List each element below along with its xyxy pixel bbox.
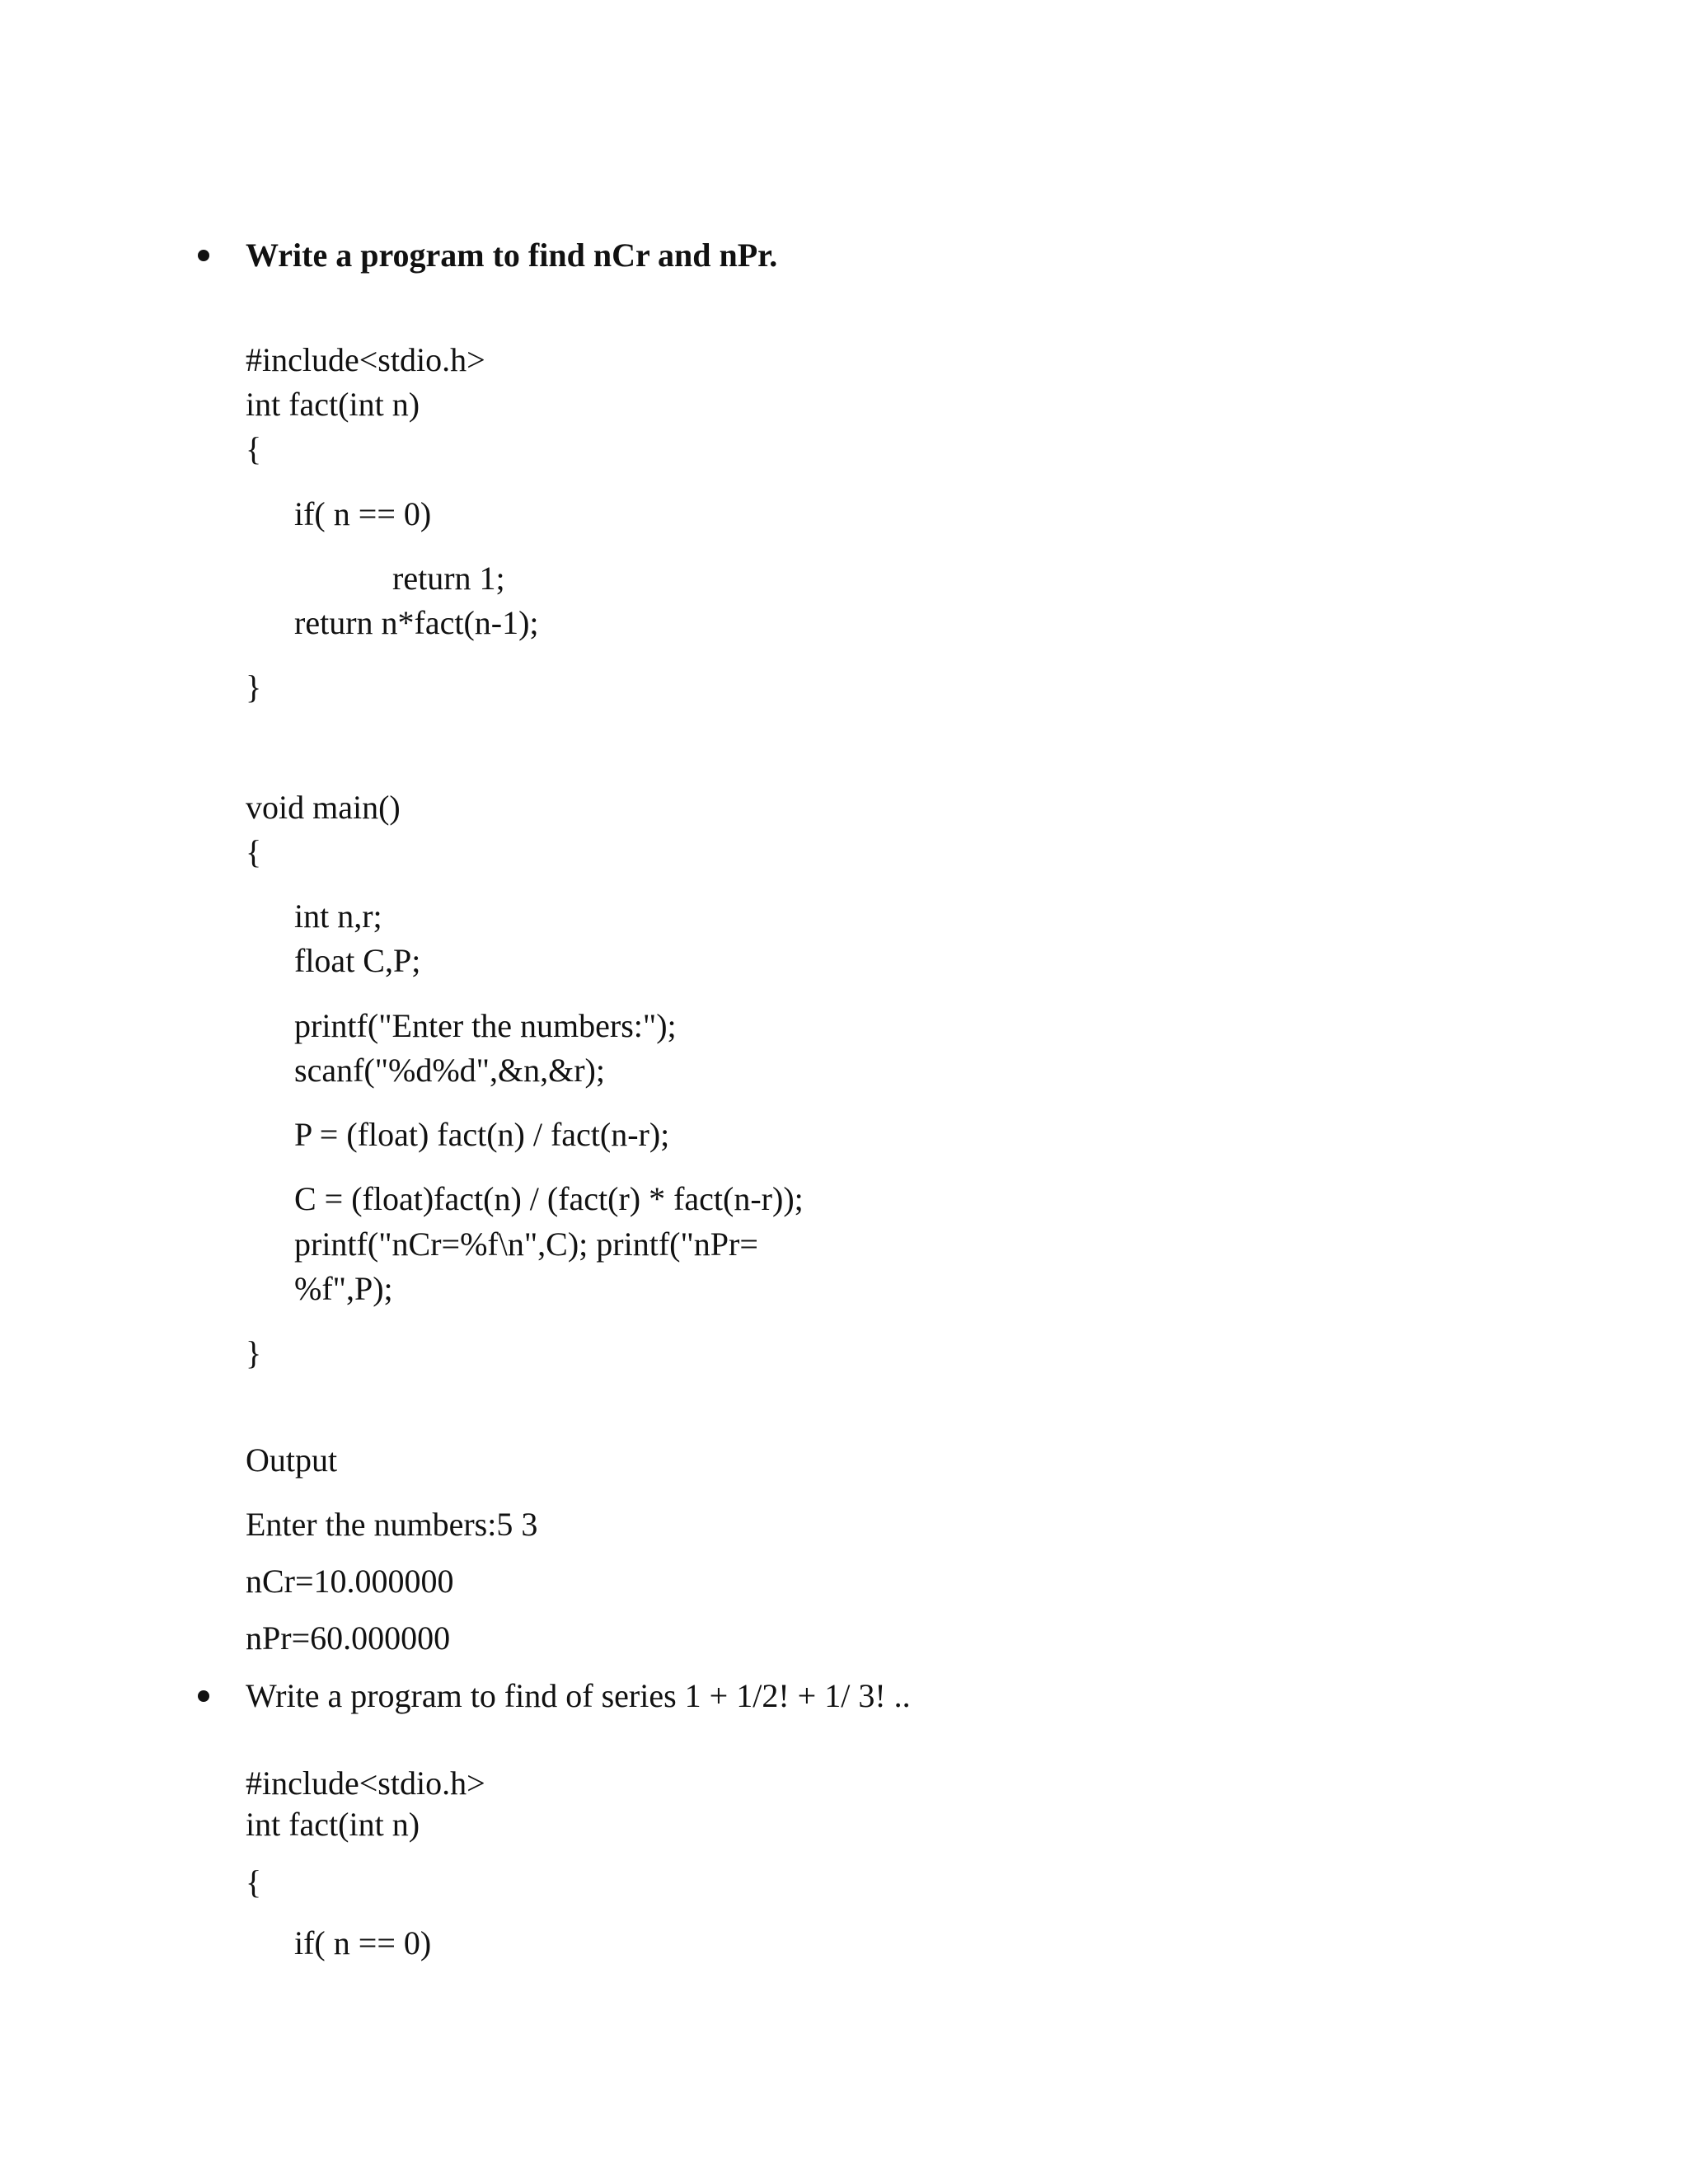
code-line: int fact(int n) [246, 1806, 420, 1843]
code-line: return 1; [392, 560, 505, 597]
code-line: if( n == 0) [294, 495, 432, 532]
output-line: nCr=10.000000 [246, 1563, 454, 1600]
code-line: } [246, 1334, 262, 1371]
code-line: %f",P); [294, 1270, 393, 1307]
output-line: nPr=60.000000 [246, 1619, 451, 1657]
code-line: printf("Enter the numbers:"); [294, 1007, 677, 1044]
code-line: #include<stdio.h> [246, 341, 485, 378]
code-line: if( n == 0) [294, 1924, 432, 1961]
output-label: Output [246, 1441, 338, 1479]
code-line: scanf("%d%d",&n,&r); [294, 1052, 605, 1089]
code-line: void main() [246, 789, 401, 826]
code-line: { [246, 1863, 262, 1900]
code-line: int fact(int n) [246, 386, 420, 423]
code-line: printf("nCr=%f\n",C); printf("nPr= [294, 1226, 758, 1263]
code-line: int n,r; [294, 898, 382, 935]
code-line: float C,P; [294, 942, 421, 979]
code-line: } [246, 668, 262, 705]
code-line: #include<stdio.h> [246, 1765, 485, 1802]
output-line: Enter the numbers:5 3 [246, 1506, 538, 1543]
bullet-2 [198, 1690, 209, 1702]
code-line: { [246, 833, 262, 870]
code-line: P = (float) fact(n) / fact(n-r); [294, 1116, 670, 1153]
section1-heading: Write a program to find nCr and nPr. [246, 237, 778, 274]
code-line: return n*fact(n-1); [294, 604, 539, 641]
code-line: { [246, 430, 262, 467]
section2-heading: Write a program to find of series 1 + 1/2! + 1/ 3! .. [246, 1677, 911, 1714]
bullet-1 [198, 250, 209, 261]
code-line: C = (float)fact(n) / (fact(r) * fact(n-r)); [294, 1180, 804, 1217]
